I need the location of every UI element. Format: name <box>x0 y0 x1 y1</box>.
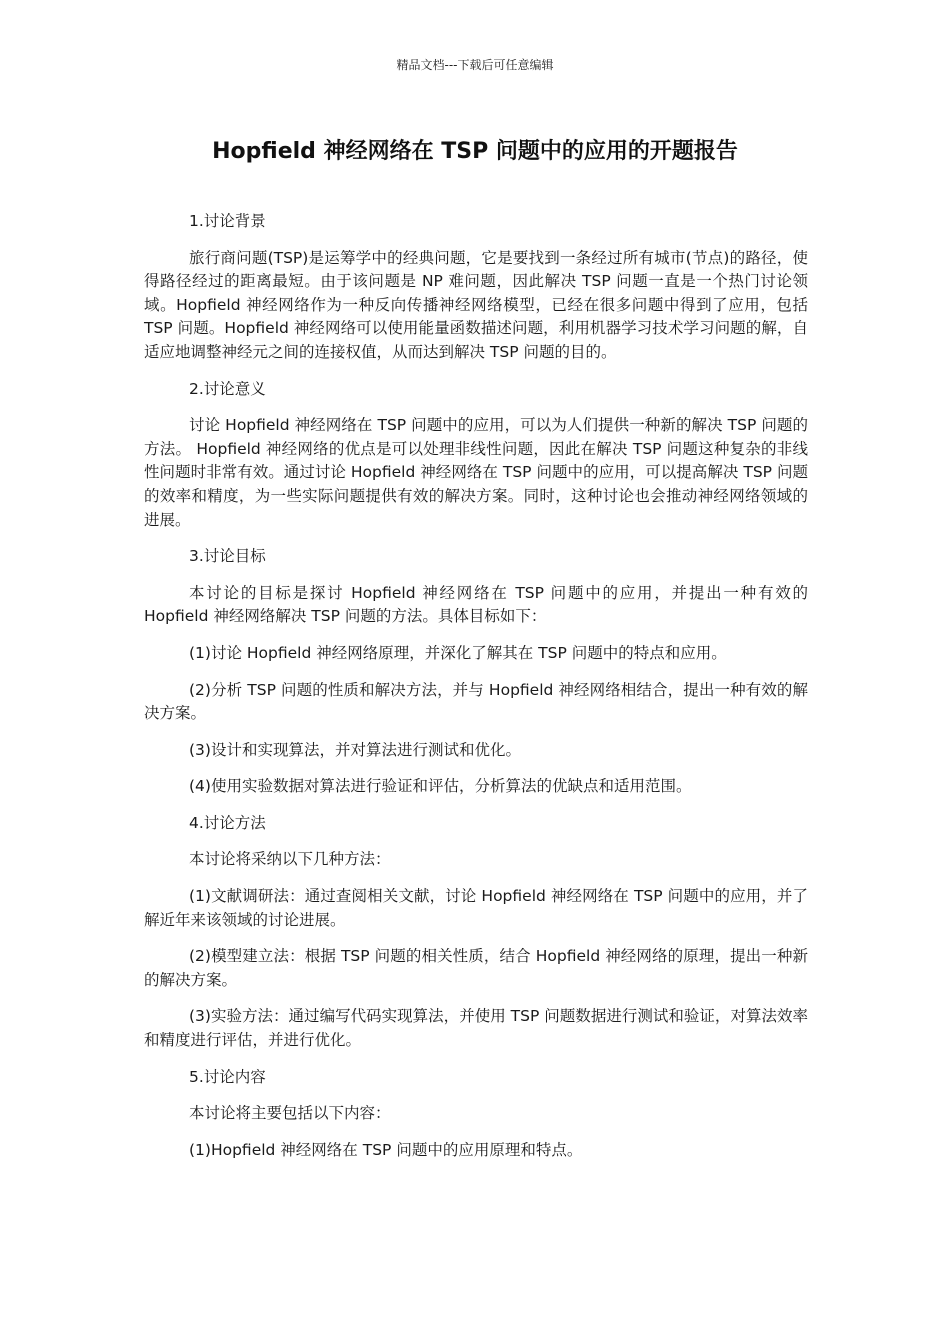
section-heading-methods: 4.讨论方法 <box>189 813 266 832</box>
list-item-method-1: (1)文献调研法：通过查阅相关文献，讨论 Hopfield 神经网络在 TSP 问题中的应用，并了解近年来该领域的讨论进展。 <box>144 887 808 929</box>
paragraph-content-intro: 本讨论将主要包括以下内容： <box>189 1104 391 1123</box>
list-item-goal-4: (4)使用实验数据对算法进行验证和评估，分析算法的优缺点和适用范围。 <box>189 777 692 796</box>
paragraph-methods-intro: 本讨论将采纳以下几种方法： <box>189 850 391 869</box>
document-body <box>144 210 808 1175</box>
section-heading-significance: 2.讨论意义 <box>189 379 266 398</box>
list-item-goal-3: (3)设计和实现算法，并对算法进行测试和优化。 <box>189 740 521 759</box>
paragraph-background: 旅行商问题(TSP)是运筹学中的经典问题，它是要找到一条经过所有城市(节点)的路径，使得路径经过的距离最短。由于该问题是 NP 难问题，因此解决 TSP 问题一直是一个热门讨论领域。Hopfield 神经网络作为一种反向传播神经网络模型，已经在很多问题中得到了应用，包括 TSP 问题。Hopfield 神经网络可以使用能量函数描述问题，利用机器学习技术学习问题的解，自适应地调整神经元之间的连接权值，从而达到解决 TSP 问题的目的。 <box>144 248 808 361</box>
page-header: 精品文档---下载后可任意编辑 <box>396 58 554 72</box>
paragraph-significance: 讨论 Hopfield 神经网络在 TSP 问题中的应用，可以为人们提供一种新的解决 TSP 问题的方法。 Hopfield 神经网络的优点是可以处理非线性问题，因此在解决 TSP 问题这种复杂的非线性问题时非常有效。通过讨论 Hopfield 神经网络在 TSP 问题中的应用，可以提高解决 TSP 问题的效率和精度，为一些实际问题提供有效的解决方案。同时，这种讨论也会推动神经网络领域的进展。 <box>144 416 808 529</box>
section-heading-background: 1.讨论背景 <box>189 212 266 230</box>
paragraph-goals-intro: 本讨论的目标是探讨 Hopfield 神经网络在 TSP 问题中的应用，并提出一种有效的 Hopfield 神经网络解决 TSP 问题的方法。具体目标如下： <box>144 583 808 626</box>
list-item-goal-2: (2)分析 TSP 问题的性质和解决方法，并与 Hopfield 神经网络相结合，提出一种有效的解决方案。 <box>144 680 808 723</box>
section-heading-goals: 3.讨论目标 <box>189 547 266 566</box>
list-item-method-2: (2)模型建立法：根据 TSP 问题的相关性质，结合 Hopfield 神经网络的原理，提出一种新的解决方案。 <box>144 947 808 989</box>
document-title: Hopfield 神经网络在 TSP 问题中的应用的开题报告 <box>212 139 738 164</box>
list-item-goal-1: (1)讨论 Hopfield 神经网络原理，并深化了解其在 TSP 问题中的特点和应用。 <box>189 643 727 662</box>
list-item-method-3: (3)实验方法：通过编写代码实现算法，并使用 TSP 问题数据进行测试和验证，对算法效率和精度进行评估，并进行优化。 <box>144 1007 808 1050</box>
section-heading-content: 5.讨论内容 <box>189 1067 266 1086</box>
list-item-content-1: (1)Hopfield 神经网络在 TSP 问题中的应用原理和特点。 <box>189 1140 583 1159</box>
